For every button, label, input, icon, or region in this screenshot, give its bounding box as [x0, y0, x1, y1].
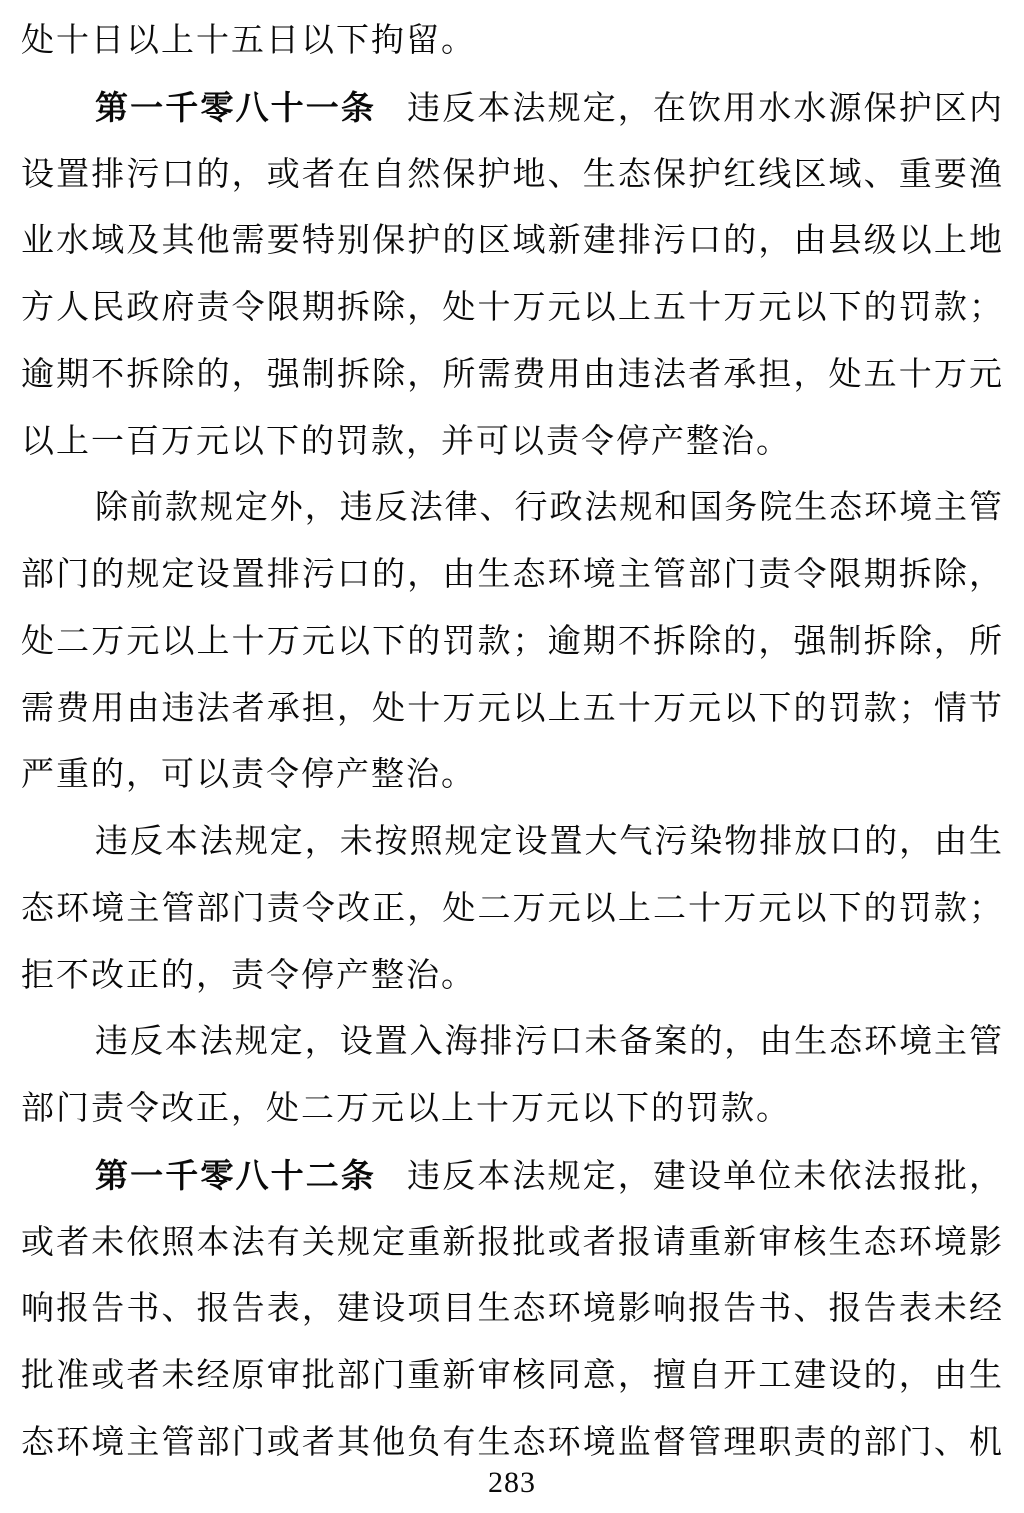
paragraph-end-line: 以上一百万元以下的罚款，并可以责令停产整治。: [21, 423, 791, 460]
paragraph-start-line: 违反本法规定，设置入海排污口未备案的，由生态环境主管: [95, 1024, 1003, 1061]
article-number-bold: 第一千零八十一条: [95, 88, 376, 126]
text-line: 或者未依照本法有关规定重新报批或者报请重新审核生态环境影: [21, 1224, 1003, 1261]
text-line: 态环境主管部门责令改正，处二万元以上二十万元以下的罚款；: [21, 890, 1003, 927]
paragraph-end-line: 部门责令改正，处二万元以上十万元以下的罚款。: [21, 1091, 791, 1127]
paragraph-end-line: 拒不改正的，责令停产整治。: [21, 957, 476, 994]
page-number: 283: [488, 1466, 536, 1499]
article-lead-text: 违反本法规定，建设单位未依法报批，: [405, 1158, 1004, 1195]
text-line: 处二万元以上十万元以下的罚款；逾期不拆除的，强制拆除，所: [21, 623, 1003, 660]
text-line: 业水域及其他需要特别保护的区域新建排污口的，由县级以上地: [21, 223, 1003, 260]
text-line: 设置排污口的，或者在自然保护地、生态保护红线区域、重要渔: [21, 156, 1003, 193]
paragraph-start-line: 违反本法规定，未按照规定设置大气污染物排放口的，由生: [95, 824, 1003, 860]
text-line: 需费用由违法者承担，处十万元以上五十万元以下的罚款；情节: [21, 690, 1003, 727]
text-line: 方人民政府责令限期拆除，处十万元以上五十万元以下的罚款；: [21, 290, 1003, 326]
text-line: 态环境主管部门或者其他负有生态环境监督管理职责的部门、机: [21, 1424, 1003, 1461]
article-number-bold: 第一千零八十二条: [95, 1156, 376, 1194]
text-line: 处十日以上十五日以下拘留。: [21, 23, 476, 59]
text-line: 响报告书、报告表，建设项目生态环境影响报告书、报告表未经: [21, 1291, 1003, 1328]
text-line: 逾期不拆除的，强制拆除，所需费用由违法者承担，处五十万元: [21, 356, 1003, 393]
text-line: 批准或者未经原审批部门重新审核同意，擅自开工建设的，由生: [21, 1358, 1003, 1394]
article-1081-heading-line: [21, 75, 1003, 142]
article-1082-heading-line: [21, 1143, 1003, 1210]
text-line: 部门的规定设置排污口的，由生态环境主管部门责令限期拆除，: [21, 557, 1003, 593]
article-lead-text: 违反本法规定，在饮用水水源保护区内: [405, 90, 1004, 127]
paragraph-end-line: 严重的，可以责令停产整治。: [21, 757, 476, 794]
paragraph-start-line: 除前款规定外，违反法律、行政法规和国务院生态环境主管: [95, 490, 1003, 527]
